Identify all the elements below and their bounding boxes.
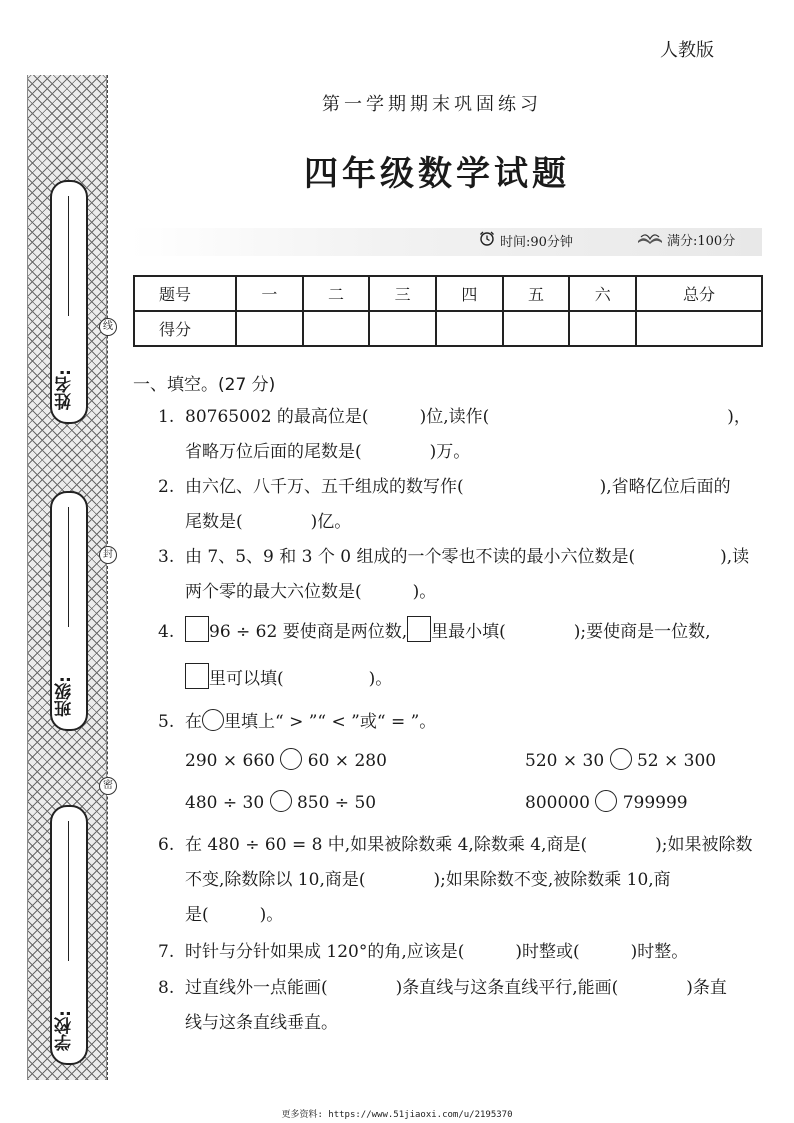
score-cell[interactable] — [503, 311, 570, 346]
expr-left: 480 ÷ 30 — [185, 793, 265, 813]
alarm-clock-icon — [478, 230, 496, 250]
score-cell[interactable] — [369, 311, 436, 346]
question-text: 由 7、5、9 和 3 个 0 组成的一个零也不读的最小六位数是( ),读 — [185, 547, 750, 567]
question-number: 3. — [158, 547, 175, 567]
header-cell: 一 — [236, 276, 303, 311]
compare-circle[interactable] — [595, 790, 617, 812]
expr-left: 290 × 660 — [185, 751, 275, 771]
cut-mark-line: 线 — [99, 318, 117, 336]
expr-left: 520 × 30 — [525, 751, 605, 771]
answer-box[interactable] — [185, 616, 209, 642]
compare-expression — [185, 748, 387, 771]
score-table-score-row — [134, 311, 762, 346]
school-field[interactable] — [50, 805, 88, 1065]
header-cell: 三 — [369, 276, 436, 311]
name-label: 姓名: — [55, 369, 75, 410]
class-write-line — [68, 507, 70, 627]
question-7 — [158, 937, 688, 962]
question-2-line2: 尾数是( )亿。 — [185, 512, 352, 532]
header-cell: 总分 — [636, 276, 762, 311]
score-cell[interactable] — [303, 311, 370, 346]
header-cell: 六 — [569, 276, 636, 311]
compare-circle — [202, 709, 224, 731]
header-cell: 题号 — [134, 276, 236, 311]
footer-link[interactable]: 更多资料: https://www.51jiaoxi.com/u/2195370 — [281, 1110, 513, 1120]
time-label: 时间:90分钟 — [500, 234, 573, 250]
score-cell[interactable] — [569, 311, 636, 346]
name-field[interactable] — [50, 180, 88, 424]
question-6-line3: 是( )。 — [185, 905, 284, 925]
question-number: 8. — [158, 978, 175, 998]
question-number: 2. — [158, 477, 175, 497]
compare-expression — [185, 790, 376, 813]
question-1 — [158, 402, 751, 427]
question-number: 5. — [158, 712, 175, 732]
name-write-line — [68, 196, 70, 316]
score-table-header-row — [134, 276, 762, 311]
expr-right: 799999 — [622, 793, 688, 813]
score-cell[interactable] — [436, 311, 503, 346]
question-text: 里填上“ > ”“ < ”或“ = ”。 — [224, 712, 437, 732]
time-info — [478, 230, 573, 250]
question-4 — [158, 616, 711, 642]
question-5 — [158, 707, 436, 732]
question-2 — [158, 472, 731, 497]
question-1-line2: 省略万位后面的尾数是( )万。 — [185, 442, 471, 462]
score-row-label: 得分 — [134, 311, 236, 346]
compare-circle[interactable] — [610, 748, 632, 770]
full-score-label: 满分:100分 — [667, 234, 736, 249]
expr-right: 60 × 280 — [307, 751, 387, 771]
question-number: 7. — [158, 942, 175, 962]
question-text: 里可以填( )。 — [209, 669, 393, 689]
score-table — [133, 275, 763, 347]
question-text: 由六亿、八千万、五千组成的数写作( ),省略亿位后面的 — [185, 477, 731, 497]
class-label: 班级: — [55, 676, 75, 717]
question-text: 在 — [185, 712, 202, 732]
school-label: 学校: — [55, 1010, 75, 1051]
score-cell[interactable] — [636, 311, 762, 346]
expr-left: 800000 — [525, 793, 590, 813]
expr-right: 52 × 300 — [636, 751, 717, 771]
question-6-line2: 不变,除数除以 10,商是( );如果除数不变,被除数乘 10,商 — [185, 870, 671, 890]
compare-expression — [525, 748, 716, 771]
compare-expression — [525, 790, 688, 813]
cut-line — [107, 75, 108, 1080]
expr-right: 850 ÷ 50 — [296, 793, 377, 813]
question-text: 96 ÷ 62 要使商是两位数, — [209, 622, 408, 642]
question-text: 过直线外一点能画( )条直线与这条直线平行,能画( )条直 — [185, 978, 727, 998]
question-text: 里最小填( );要使商是一位数, — [431, 622, 711, 642]
header-cell: 二 — [303, 276, 370, 311]
question-text: 时针与分针如果成 120°的角,应该是( )时整或( )时整。 — [185, 942, 689, 962]
compare-circle[interactable] — [280, 748, 302, 770]
score-cell[interactable] — [236, 311, 303, 346]
question-text: 80765002 的最高位是( )位,读作( )， — [185, 407, 751, 427]
question-8 — [158, 973, 727, 998]
question-3-line2: 两个零的最大六位数是( )。 — [185, 582, 437, 602]
compare-circle[interactable] — [270, 790, 292, 812]
header-cell: 五 — [503, 276, 570, 311]
question-number: 6. — [158, 835, 175, 855]
question-number: 1. — [158, 407, 175, 427]
question-6 — [158, 830, 752, 855]
exam-subtitle: 第一学期期末巩固练习 — [322, 94, 542, 115]
class-field[interactable] — [50, 491, 88, 731]
question-number: 4. — [158, 622, 175, 642]
question-4-line2 — [185, 663, 392, 689]
open-book-icon — [637, 231, 663, 249]
full-score-info — [637, 230, 735, 249]
cut-mark-seal: 封 — [99, 546, 117, 564]
question-text: 在 480 ÷ 60 = 8 中,如果被除数乘 4,除数乘 4,商是( );如果被除数 — [185, 835, 753, 855]
question-8-line2: 线与这条直线垂直。 — [185, 1013, 338, 1033]
cut-mark-secret: 密 — [99, 777, 117, 795]
answer-box[interactable] — [185, 663, 209, 689]
exam-title: 四年级数学试题 — [304, 154, 570, 194]
header-cell: 四 — [436, 276, 503, 311]
binding-strip — [27, 75, 107, 1080]
school-write-line — [68, 821, 70, 961]
answer-box[interactable] — [407, 616, 431, 642]
section-title: 一、填空。(27 分) — [133, 375, 276, 395]
question-3 — [158, 542, 749, 567]
edition-label: 人教版 — [660, 40, 714, 61]
